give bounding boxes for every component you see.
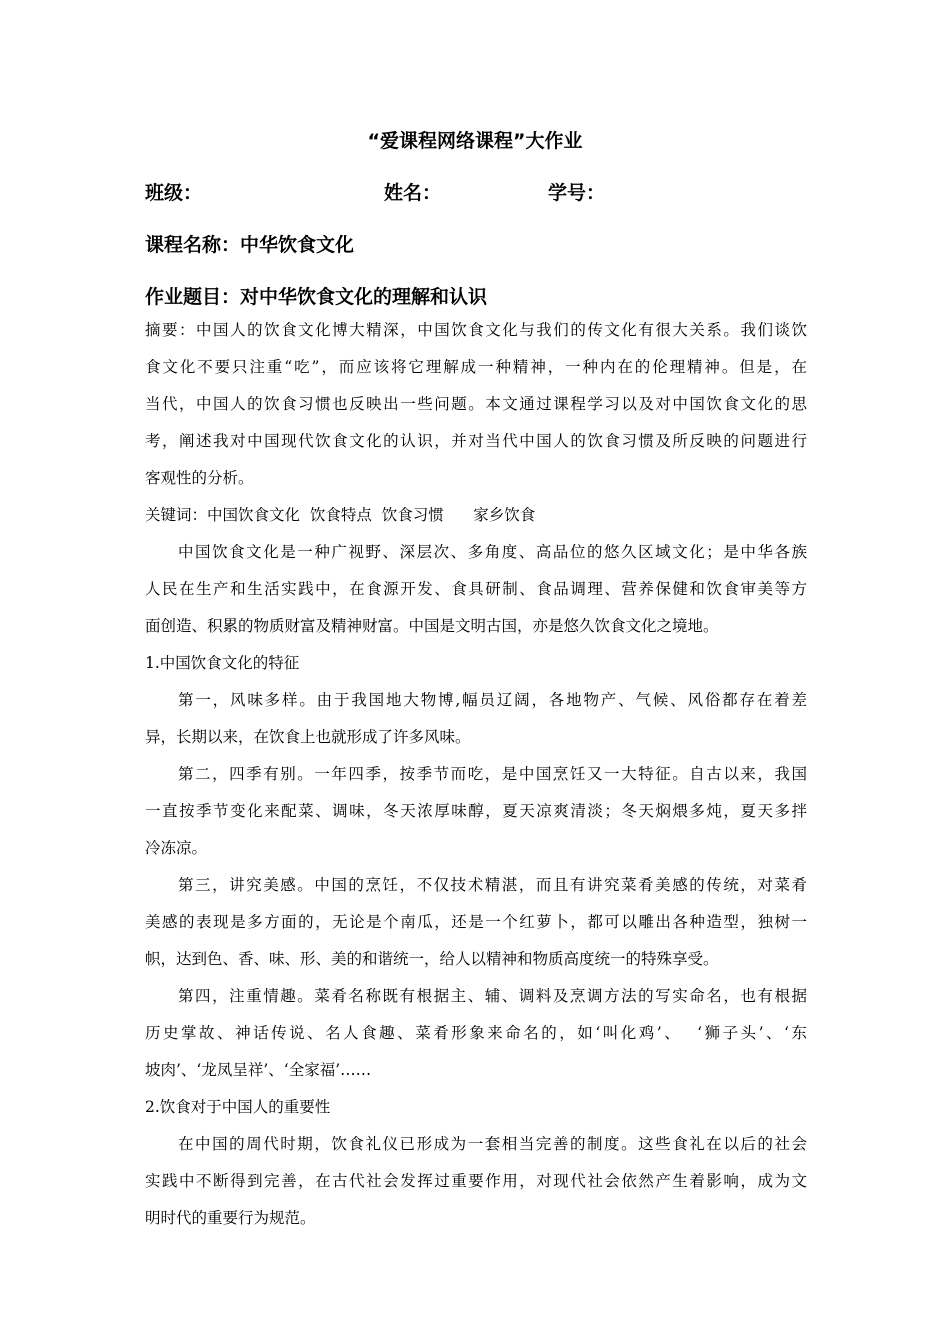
paragraph-line: 坡肉’、‘龙凤呈祥’、‘全家福’…… bbox=[145, 1061, 372, 1079]
assignment-topic: 作业题目：对中华饮食文化的理解和认识 bbox=[145, 286, 488, 308]
paragraph-line: 中国饮食文化是一种广视野、深层次、多角度、高品位的悠久区域文化；是中华各族 bbox=[178, 543, 807, 561]
section-heading: 2.饮食对于中国人的重要性 bbox=[145, 1098, 331, 1116]
paragraph-line: 人民在生产和生活实践中，在食源开发、食具研制、食品调理、营养保健和饮食审美等方 bbox=[145, 580, 807, 598]
abstract-line: 客观性的分析。 bbox=[145, 469, 254, 487]
paragraph-line: 面创造、积累的物质财富及精神财富。中国是文明古国，亦是悠久饮食文化之境地。 bbox=[145, 617, 719, 635]
paragraph-line: 第二，四季有别。一年四季，按季节而吃，是中国烹饪又一大特征。自古以来，我国 bbox=[178, 765, 807, 783]
paragraph-line: 帜，达到色、香、味、形、美的和谐统一，给人以精神和物质高度统一的特殊享受。 bbox=[145, 950, 719, 968]
name-label: 姓名： bbox=[384, 182, 442, 204]
paragraph-line: 第一，风味多样。由于我国地大物博,幅员辽阔，各地物产、气候、风俗都存在着差 bbox=[178, 691, 807, 709]
document-title: “爱课程网络课程”大作业 bbox=[367, 130, 583, 152]
abstract-line: 摘要：中国人的饮食文化博大精深，中国饮食文化与我们的传文化有很大关系。我们谈饮 bbox=[145, 321, 807, 339]
abstract-line: 食文化不要只注重“吃”，而应该将它理解成一种精神，一种内在的伦理精神。但是，在 bbox=[145, 358, 807, 376]
document-body bbox=[145, 312, 807, 1237]
paragraph-line: 明时代的重要行为规范。 bbox=[145, 1209, 316, 1227]
paragraph-line: 美感的表现是多方面的，无论是个南瓜，还是一个红萝卜，都可以雕出各种造型，独树一 bbox=[145, 913, 807, 931]
class-label: 班级： bbox=[145, 182, 203, 204]
paragraph-line: 历史掌故、神话传说、名人食趣、菜肴形象来命名的，如‘叫化鸡’、 ‘狮子头’、‘东 bbox=[145, 1024, 807, 1042]
paragraph-line: 第三，讲究美感。中国的烹饪，不仅技术精湛，而且有讲究菜肴美感的传统，对菜肴 bbox=[178, 876, 807, 894]
keywords-line: 关键词：中国饮食文化 饮食特点 饮食习惯 家乡饮食 bbox=[145, 506, 536, 524]
abstract-line: 当代，中国人的饮食习惯也反映出一些问题。本文通过课程学习以及对中国饮食文化的思 bbox=[145, 395, 807, 413]
paragraph-line: 冷冻凉。 bbox=[145, 839, 208, 857]
student-id-label: 学号： bbox=[548, 182, 606, 204]
paragraph-line: 第四，注重情趣。菜肴名称既有根据主、辅、调料及烹调方法的写实命名，也有根据 bbox=[178, 987, 807, 1005]
course-name: 课程名称：中华饮食文化 bbox=[145, 234, 355, 256]
abstract-line: 考，阐述我对中国现代饮食文化的认识，并对当代中国人的饮食习惯及所反映的问题进行 bbox=[145, 432, 807, 450]
section-heading: 1.中国饮食文化的特征 bbox=[145, 654, 300, 672]
paragraph-line: 实践中不断得到完善，在古代社会发挥过重要作用，对现代社会依然产生着影响，成为文 bbox=[145, 1172, 807, 1190]
paragraph-line: 在中国的周代时期，饮食礼仪已形成为一套相当完善的制度。这些食礼在以后的社会 bbox=[178, 1135, 807, 1153]
paragraph-line: 一直按季节变化来配菜、调味，冬天浓厚味醇，夏天凉爽清淡；冬天焖煨多炖，夏天多拌 bbox=[145, 802, 807, 820]
paragraph-line: 异，长期以来，在饮食上也就形成了许多风味。 bbox=[145, 728, 471, 746]
